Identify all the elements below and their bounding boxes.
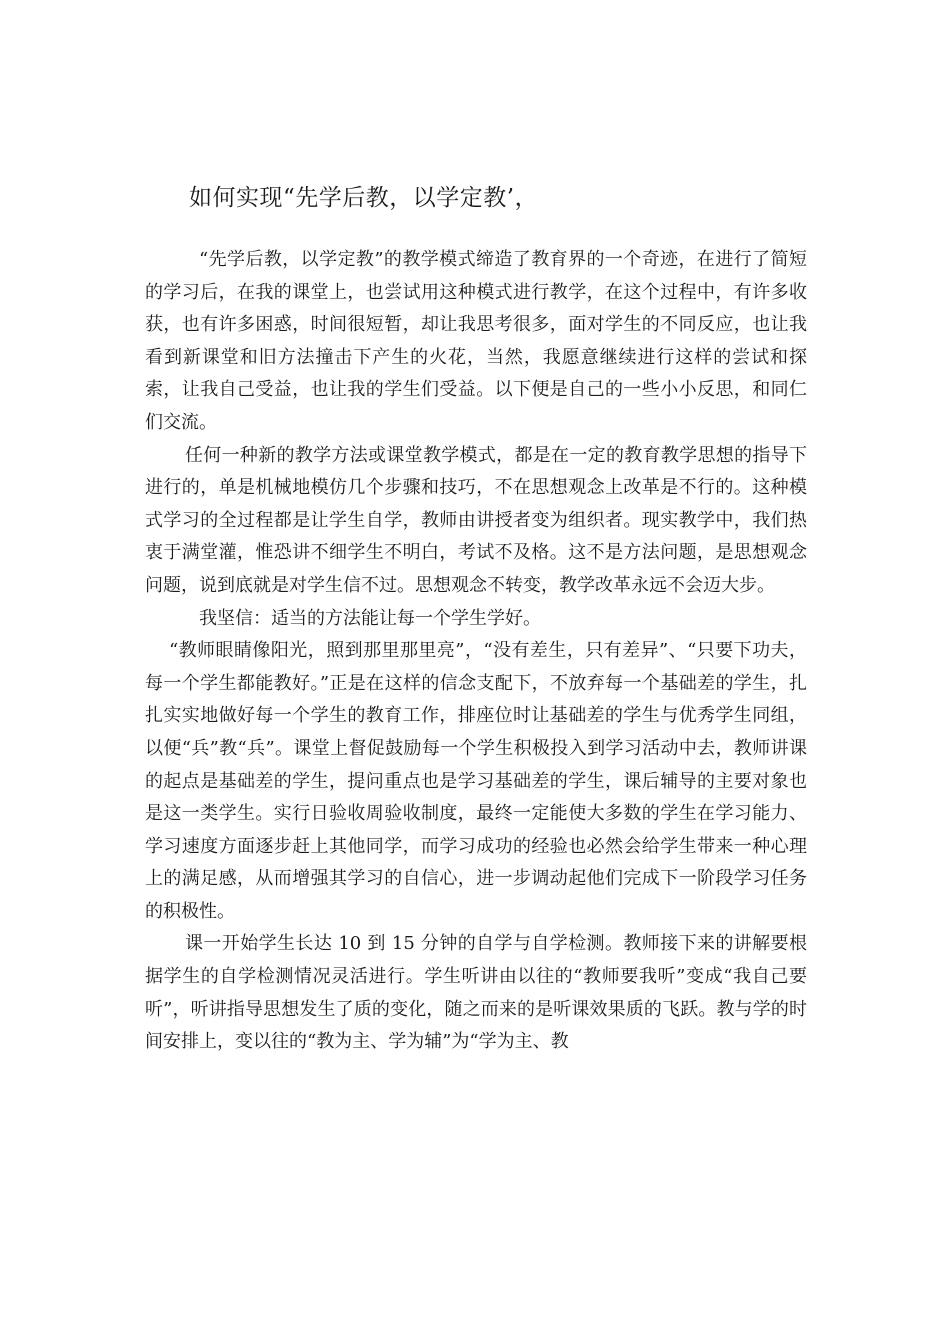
paragraph-belief: 我坚信：适当的方法能让每一个学生学好。: [199, 607, 541, 629]
paragraph-teaching-philosophy: 任何一种新的教学方法或课堂教学模式，都是在一定的教育教学思想的指导下进行的，单是机械地模仿几个步骤和技巧，不在思想观念上改革是不行的。这种模式学习的全过程都是让学生自学，教师由讲授者变为组织者。现实教学中，我们热衷于满堂灌，惟恐讲不细学生不明白，考试不及格。这不是方法问题，是思想观念问题，说到底就是对学生信不过。思想观念不转变，教学改革永远不会迈大步。: [145, 444, 807, 596]
paragraph-intro: “先学后教，以学定教”的教学模式缔造了教育界的一个奇迹，在进行了简短的学习后，在我的课堂上，也尝试用这种模式进行教学，在这个过程中，有许多收获，也有许多困惑，时间很短暂，却让我思考很多，面对学生的不同反应，也让我看到新课堂和旧方法撞击下产生的火花，当然，我愿意继续进行这样的尝试和探索，让我自己受益，也让我的学生们受益。以下便是自己的一些小小反思，和同仁们交流。: [145, 249, 807, 433]
paragraph-self-study: 课一开始学生长达 10 到 15 分钟的自学与自学检测。教师接下来的讲解要根据学生的自学检测情况灵活进行。学生听讲由以往的“教师要我听”变成“我自己要听”，听讲指导思想发生了质的变化，随之而来的是听课效果质的飞跃。教与学的时间安排上，变以往的“教为主、学为辅”为“学为主、教: [145, 933, 807, 1053]
document-title: 如何实现“先学后教，以学定教’，: [189, 185, 539, 211]
paragraph-every-student: “教师眼睛像阳光，照到那里那里亮”，“没有差生，只有差异”、“只要下功夫，每一个学生都能教好。”正是在这样的信念支配下，不放弃每一个基础差的学生，扎扎实实地做好每一个学生的教育工作，排座位时让基础差的学生与优秀学生同组，以便“兵”教“兵”。课堂上督促鼓励每一个学生积极投入到学习活动中去，教师讲课的起点是基础差的学生，提问重点也是学习基础差的学生，课后辅导的主要对象也是这一类学生。实行日验收周验收制度，最终一定能使大多数的学生在学习能力、学习速度方面逐步赶上其他同学，而学习成功的经验也必然会给学生带来一种心理上的满足感，从而增强其学习的自信心，进一步调动起他们完成下一阶段学习任务的积极性。: [145, 640, 807, 922]
document-body: [145, 244, 807, 1059]
